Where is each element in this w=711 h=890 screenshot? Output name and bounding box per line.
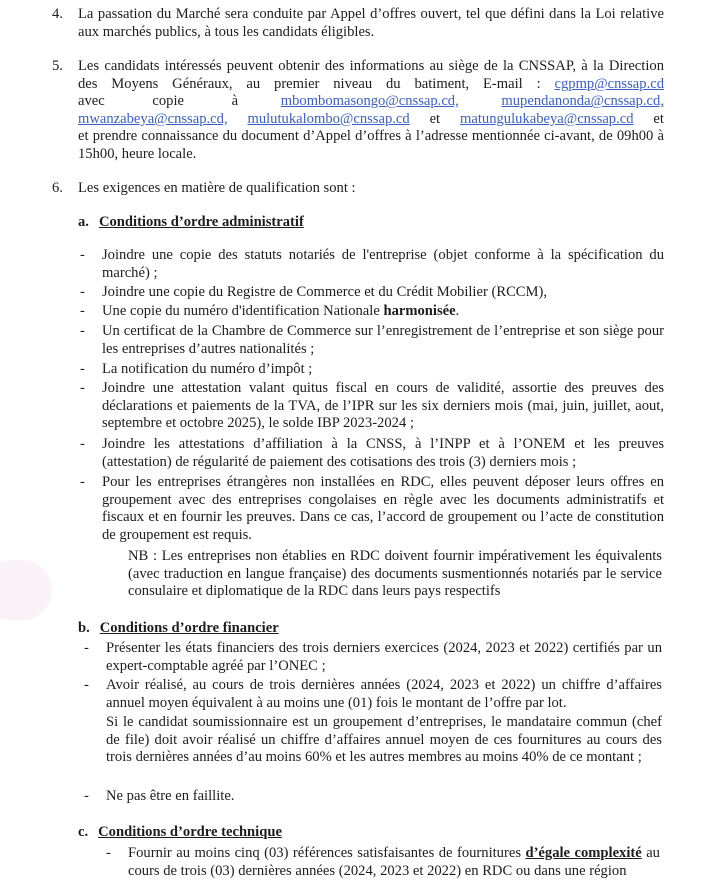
- list-item: - Avoir réalisé, au cours de trois dernières années (2024, 2023 et 2022) un chiffre d’affaires annuel moyen équivalent à au moins une (01) fois le montant de l’offre par lot.: [84, 677, 662, 711]
- list-item: - Joindre les attestations d’affiliation à la CNSS, à l’INPP et à l’ONEM et les preuves (attestation) de régularité de paiement des cotisations des trois (3) derniers mois ;: [80, 436, 664, 470]
- email-link-mbombo[interactable]: mbombomasongo@cnssap.cd,: [280, 93, 459, 110]
- copy-label: avec copie à: [78, 93, 239, 110]
- list-item: - Pour les entreprises étrangères non installées en RDC, elles peuvent déposer leurs offres en groupement avec des entreprises congolaises en règle avec les documents administratifs et fiscaux et en fournir les preuves. Dans ce cas, l’accord de groupement ou l’acte de constitution de groupement est requis.: [80, 474, 664, 543]
- list-item: - Un certificat de la Chambre de Commerce sur l’enregistrement de l’entreprise et son siège pour les entreprises d’autres nationalités ;: [80, 323, 664, 357]
- list-item: - Joindre une copie des statuts notariés de l'entreprise (objet conforme à la spécification du marché) ;: [80, 247, 664, 281]
- section-letter: c.: [78, 824, 89, 840]
- watermark-fragment: [0, 560, 52, 620]
- email-link-matungulu[interactable]: matungulukabeya@cnssap.cd: [460, 110, 634, 127]
- item-text: et prendre connaissance du document d’Appel d’offres à l’adresse mentionnée ci-avant, de 09h00 à 15h00, heure locale.: [78, 128, 664, 162]
- section-letter: a.: [78, 214, 89, 230]
- section-title: Conditions d’ordre financier: [99, 620, 279, 636]
- et-label: et: [653, 110, 664, 127]
- list-item: - Joindre une copie du Registre de Commerce et du Crédit Mobilier (RCCM),: [80, 284, 548, 300]
- list-number: 4.: [52, 6, 63, 22]
- list-number: 6.: [52, 180, 63, 196]
- list-item: - La notification du numéro d’impôt ;: [80, 361, 313, 377]
- list-item-4: [52, 6, 664, 41]
- list-number: 5.: [52, 58, 63, 74]
- item-text: Les exigences en matière de qualification sont :: [78, 180, 356, 196]
- bold-underlined-phrase: d’égale complexité: [525, 845, 642, 861]
- et-label: et: [429, 110, 441, 127]
- bold-word: harmonisée: [383, 303, 456, 319]
- section-title: Conditions d’ordre administratif: [98, 214, 304, 230]
- email-link-mupenda[interactable]: mupendanonda@cnssap.cd,: [501, 93, 664, 110]
- item-text: Les candidats intéressés peuvent obtenir des informations au siège de la CNSSAP, à la Direction des Moyens Généraux, au premier niveau du batiment, E-mail :: [78, 58, 664, 92]
- email-link-mulutu[interactable]: mulutukalombo@cnssap.cd: [247, 110, 410, 127]
- list-item-5: [52, 58, 664, 164]
- list-item: - Joindre une attestation valant quitus fiscal en cours de validité, assortie des preuves des déclarations et paiements de la TVA, de l’IPR sur les six derniers mois (mai, juin, juillet, aout, septembre et octobre 2025), le solde IBP 2023-2024 ;: [80, 380, 664, 432]
- list-item: - Présenter les états financiers des trois derniers exercices (2024, 2023 et 2022) certifiés par un expert-comptable agréé par l’ONEC ;: [84, 640, 662, 674]
- list-item: - Ne pas être en faillite.: [84, 788, 235, 804]
- email-link-cgpmp[interactable]: cgpmp@cnssap.cd: [554, 75, 664, 92]
- group-condition-text: Si le candidat soumissionnaire est un groupement d’entreprises, le mandataire commun (chef de file) doit avoir réalisé un chiffre d’affaires annuel moyen de ces fournitures au cours des trois dernières années d’au moins 60% et les autres membres au moins 40% de ce montant ;: [106, 714, 662, 766]
- section-a-heading: [78, 214, 304, 232]
- section-letter: b.: [78, 620, 90, 636]
- section-title: Conditions d’ordre technique: [98, 824, 282, 840]
- item-text: La passation du Marché sera conduite par Appel d’offres ouvert, tel que défini dans la Loi relative aux marchés publics, à tous les candidats éligibles.: [78, 6, 664, 40]
- list-item-6: [52, 180, 664, 198]
- list-item: - Fournir au moins cinq (03) références satisfaisantes de fournitures d’égale complexité au cours de trois (03) dernières années (2024, 2023 et 2022) en RDC ou dans une région: [106, 845, 660, 879]
- nb-note: NB : Les entreprises non établies en RDC doivent fournir impérativement les équivalents (avec traduction en langue française) des documents susmentionnés notariés par le service consulaire et diplomatique de la RDC dans leurs pays respectifs: [128, 548, 662, 600]
- list-item: - Une copie du numéro d'identification Nationale harmonisée.: [80, 303, 460, 319]
- section-c-heading: [78, 824, 282, 842]
- section-b-heading: [78, 620, 279, 638]
- email-link-mwanza[interactable]: mwanzabeya@cnssap.cd,: [78, 110, 228, 127]
